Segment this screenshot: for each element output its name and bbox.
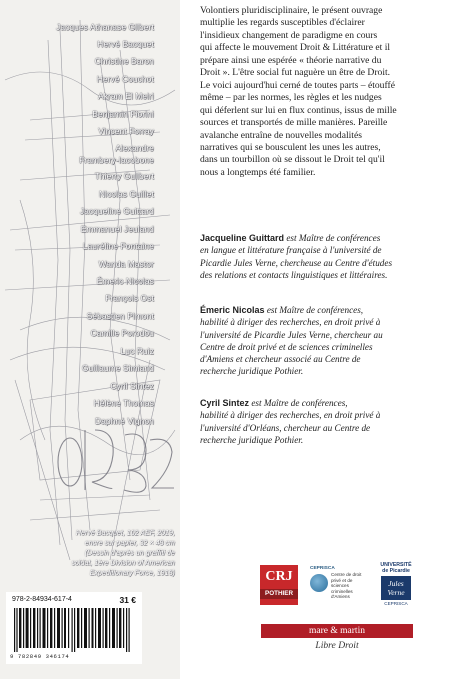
contributor-name: Hervé Couchot [96, 74, 154, 84]
contributor-name: Sébastien Pimont [86, 311, 154, 321]
contributor-name: Hélène Thomas [93, 398, 154, 408]
contributor-name: Akram El Meiri [98, 91, 154, 101]
summary-line: qui affecte le mouvement Droit & Littérature et il [200, 42, 391, 54]
summary-line: l'insidieux changement de paradigme en cours [200, 29, 378, 41]
caption-line: soldat, 1ère Division of American [71, 559, 175, 567]
crj-pothier-logo [260, 565, 298, 605]
isbn-row [12, 596, 136, 603]
summary-line: dans un tourbillon où se dissout le Droit tel qu'il [200, 154, 385, 166]
summary-line: prépare ainsi une espérée « théorie narrative du [200, 54, 382, 66]
contributor-name: Hervé Bacquet [97, 39, 154, 49]
contributor-name: Nicolas Guillet [98, 189, 154, 199]
bio-line: habilité à diriger des recherches, en droit privé à [200, 317, 381, 328]
author-name: Jacqueline Guittard [200, 233, 285, 243]
contributor-name: François Ost [105, 293, 154, 303]
summary-line: Volontiers pluridisciplinaire, le présent ouvrage [200, 5, 383, 16]
caption-line: encre sur papier, 32 × 48 cm [84, 539, 175, 547]
isbn-number: 978-2-84934-617-4 [12, 596, 72, 603]
author-name: Cyril Sintez [200, 398, 250, 408]
caption-line: Hervé Bacquet, 102 AEF, 2019, [76, 529, 175, 537]
contributor-name: Guillaume Simiand [82, 363, 154, 373]
bio-line: l'université d'Orléans, chercheur au Centre de [200, 422, 371, 433]
contributor-name: Wanda Mastor [98, 259, 154, 269]
summary-line: multiplie les regards susceptibles d'éclairer [200, 17, 365, 29]
uni-logo-line: UNIVERSITÉ [380, 562, 412, 568]
caption-line: Expeditionary Force, 1918) [89, 569, 175, 577]
cover-caption [15, 528, 175, 578]
contributor-name: Émeric Nicolas [96, 276, 154, 286]
contributor-name: Daphné Vignon [95, 416, 154, 426]
author-bio [200, 232, 440, 281]
cepriscа-logo [310, 566, 370, 606]
bio-line: des relations et contacts linguistiques et littéraires. [200, 269, 388, 280]
contributor-name: Alexandre [115, 143, 154, 153]
bio-line: est Maître de conférences, [264, 305, 364, 315]
cover-artwork-panel [0, 0, 180, 679]
uni-logo-word: Verne [387, 587, 405, 597]
bio-line: est Maître de conférences, [249, 398, 348, 408]
crj-logo-subtext: POTHIER [260, 589, 298, 599]
caption-line: (Dessin d'après un graffiti de [84, 549, 175, 557]
bio-line: est Maître de conférences [284, 233, 381, 243]
cep-logo-description: Centre de droit privé et de sciences criminelles d'Amiens [331, 572, 362, 600]
contributor-name: Jacqueline Guittard [79, 206, 154, 216]
contributor-name: Luc Ruiz [120, 346, 154, 356]
summary-line: nous a longtemps été familier. [200, 166, 316, 178]
uni-logo-footer: CEPRISCA [384, 600, 408, 606]
author-bio [200, 304, 440, 378]
summary-line: avalanche entraîne de nouvelles modalités [200, 129, 362, 141]
uni-logo-word: Jules [388, 578, 404, 588]
crj-logo-text: CRJ [265, 569, 293, 584]
cep-logo-title: CEPRISCA [310, 566, 335, 571]
contributor-name: Lauréline Fontaine [82, 241, 154, 251]
bio-line: Centre de droit privé et de sciences criminelles [200, 341, 373, 352]
collection-name: Libre Droit [315, 640, 359, 651]
summary-line: Le voici aujourd'hui cerné de toutes parts – étouffé [200, 79, 395, 91]
bio-line: Picardie Jules Verne, chercheuse au Centre d'études [200, 257, 393, 268]
contributor-name: Benjamin Fiorini [92, 109, 154, 119]
barcode-block [6, 592, 142, 664]
bio-line: l'université de Picardie Jules Verne, chercheur au [200, 329, 383, 340]
price: 31 € [119, 595, 136, 605]
contributor-name: Vincent Forray [98, 126, 154, 136]
contributor-name: Frambery-Iacobone [79, 155, 154, 165]
contributor-name: Christine Baron [94, 56, 154, 66]
contributor-name: Camille Porodou [90, 328, 154, 338]
contributor-name: Thierry Guilbert [94, 171, 154, 181]
university-logo [377, 563, 415, 607]
bio-line: d'Amiens et chercheur associé au Centre de [200, 354, 361, 365]
summary-line: qui déferlent sur lui en flux continus, issus de mille [200, 104, 397, 116]
barcode-icon [12, 608, 136, 652]
uni-logo-line: de Picardie [382, 567, 410, 574]
globe-icon [310, 574, 328, 592]
bio-line: en langue et littérature française à l'université de [200, 245, 382, 256]
summary-line: sources et transportés de mille manières. Pareille [200, 117, 388, 129]
bio-line: habilité à diriger des recherches, en droit privé à [200, 410, 381, 421]
bio-line: recherche juridique Pothier. [200, 366, 304, 377]
publisher-banner: mare & martin [261, 624, 413, 638]
summary-line: Droit ». L'être social fut naguère un être de Droit. [200, 67, 391, 79]
author-bio [200, 397, 440, 446]
contributor-name: Emmanuel Jeuland [80, 224, 154, 234]
bio-line: recherche juridique Pothier. [200, 434, 304, 445]
barcode-digits: 9 782849 346174 [10, 653, 70, 660]
summary-line: même – par les normes, les règles et les nudges [200, 92, 382, 104]
author-name: Émeric Nicolas [200, 305, 265, 315]
contributor-name: Cyril Sintez [110, 381, 154, 391]
book-summary [200, 5, 440, 179]
uni-logo-box [381, 576, 411, 600]
contributor-name: Jacques Athanase Gilbert [56, 22, 154, 32]
summary-line: narratives qui se bousculent les unes les autres, [200, 141, 381, 153]
